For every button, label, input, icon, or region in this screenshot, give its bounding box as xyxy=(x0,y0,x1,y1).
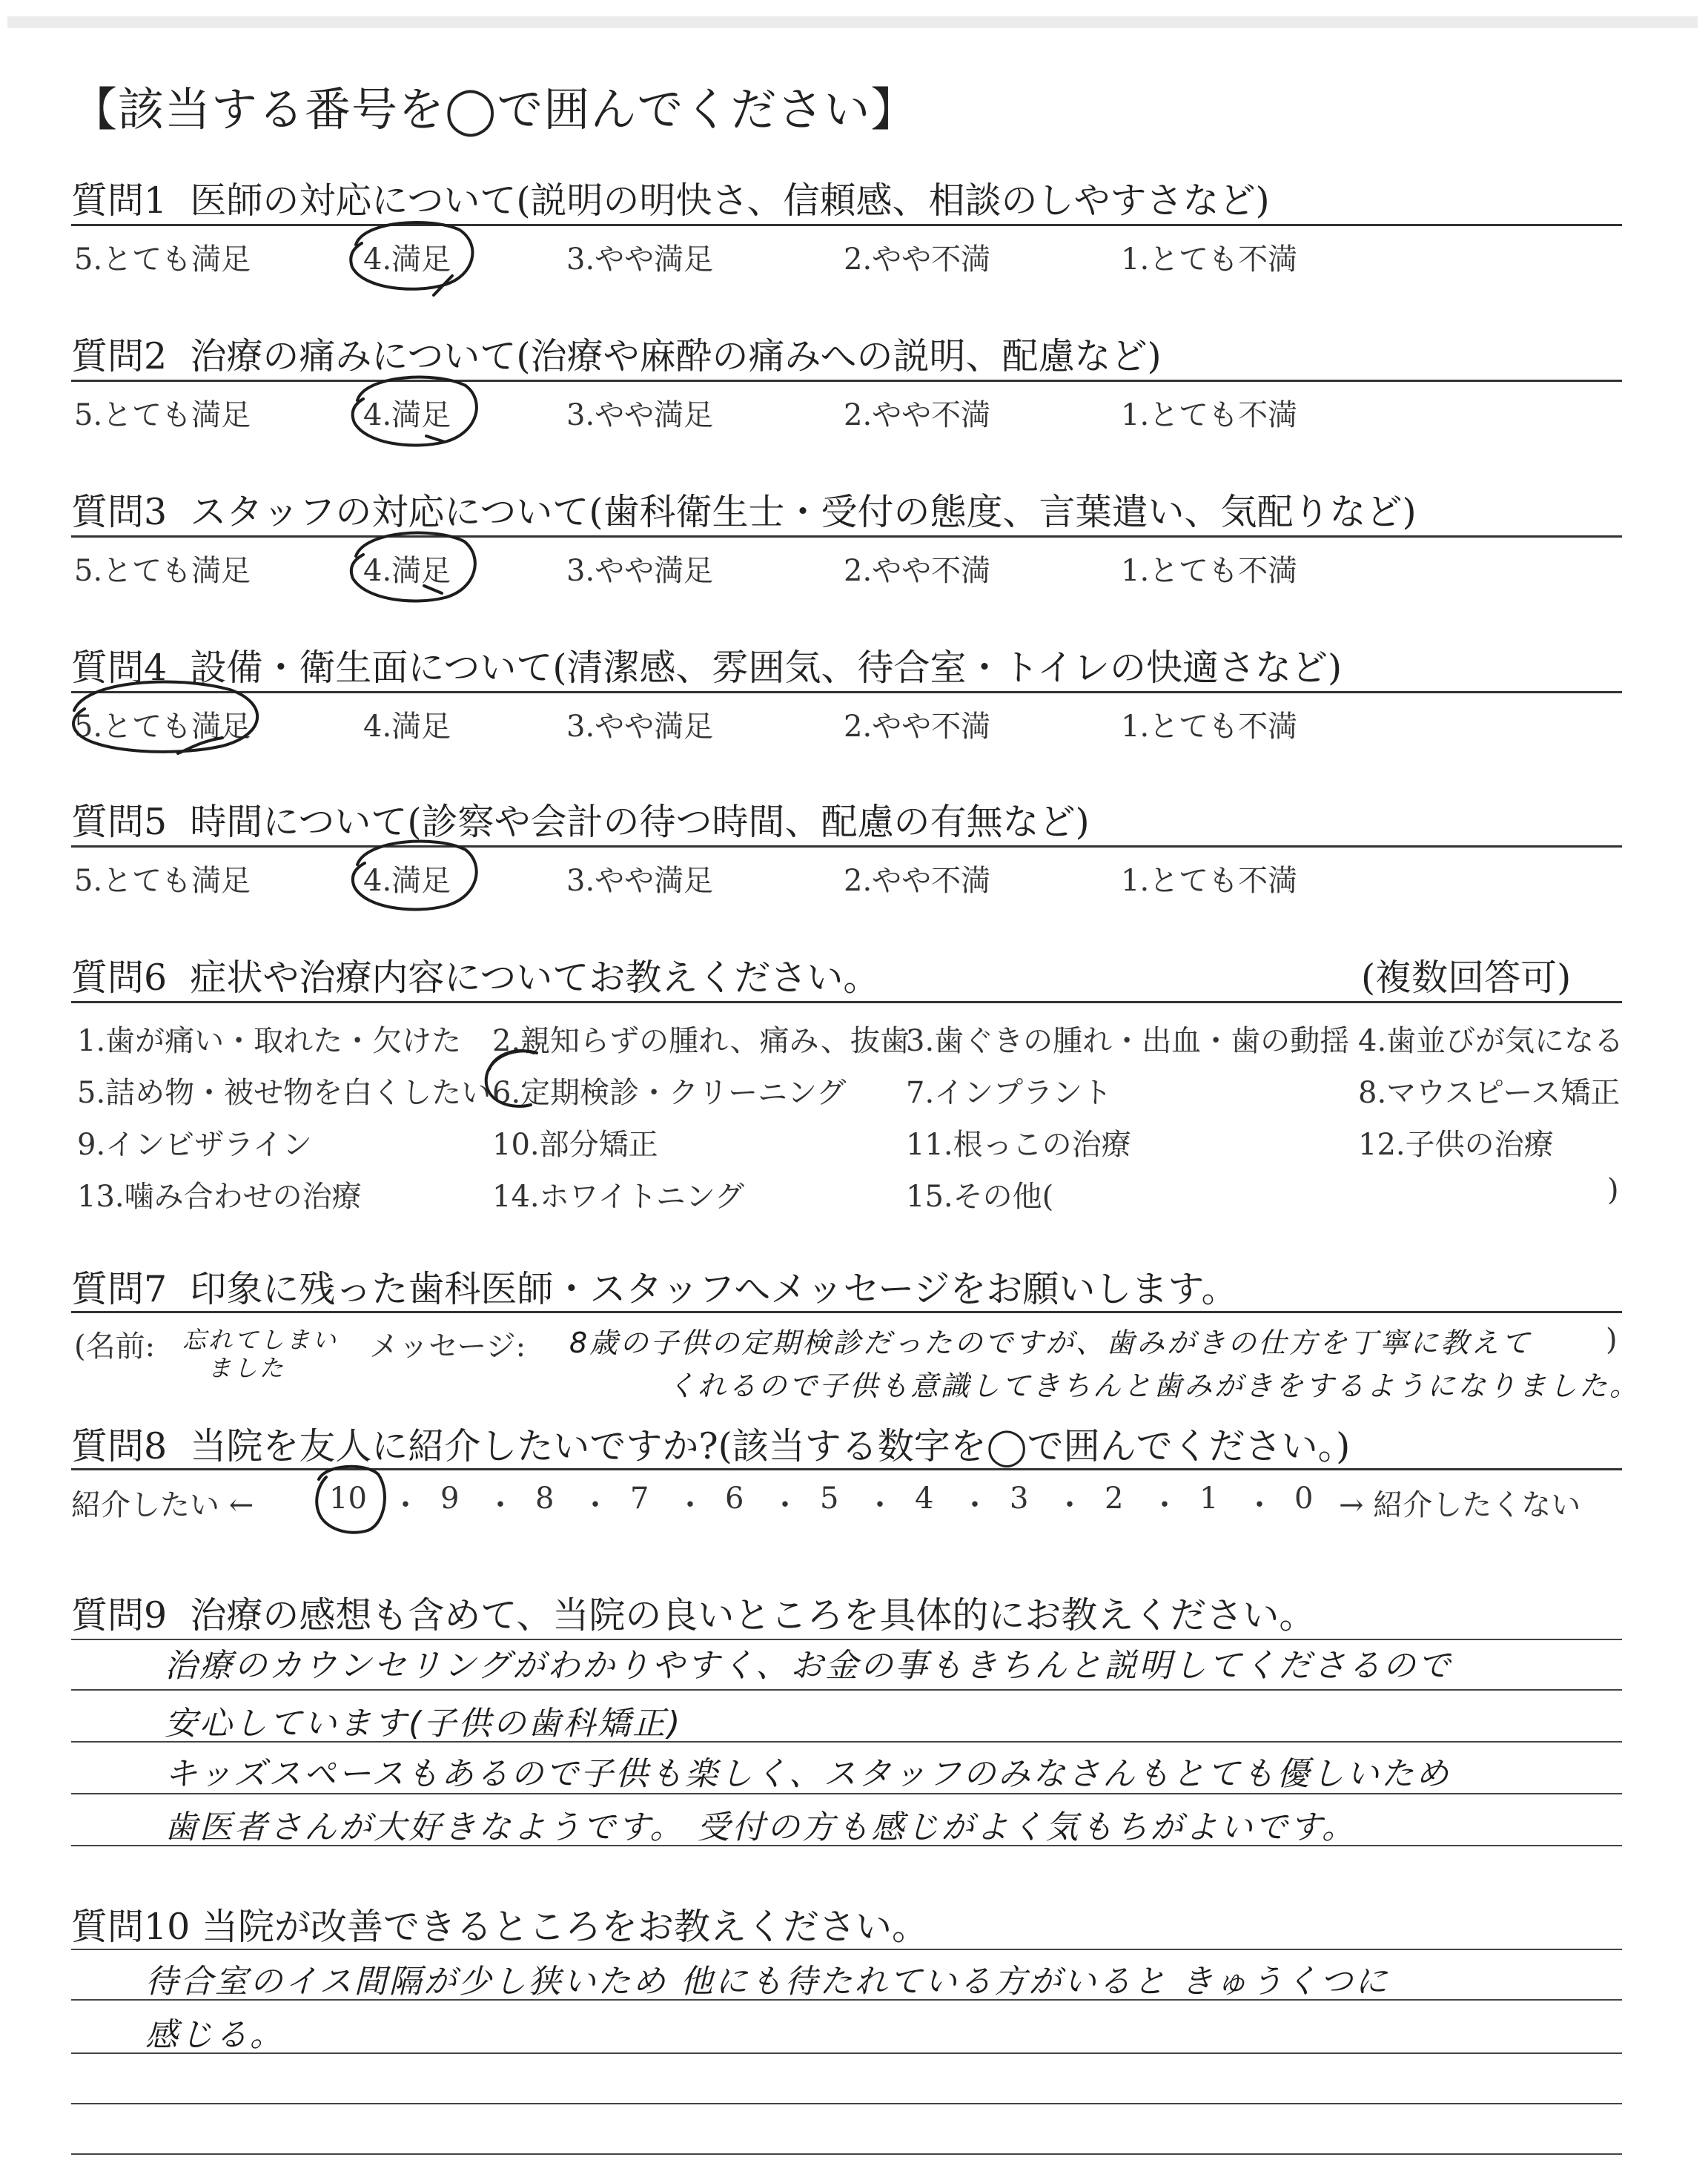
question-10-text: 当院が改善できるところをお教えください。 xyxy=(201,1906,928,1948)
q4-option-4[interactable]: 4.満足 xyxy=(363,710,451,744)
q3-option-4[interactable]: 4.満足 xyxy=(363,554,451,588)
question-10-label: 質問10 xyxy=(71,1906,191,1948)
q6-option-8[interactable]: 8.マウスピース矯正 xyxy=(1358,1076,1621,1110)
question-1-text: 医師の対応について(説明の明快さ、信頼感、相談のしやすさなど) xyxy=(190,179,1270,222)
q8-selection-circle xyxy=(317,1467,385,1533)
question-9-label: 質問9 xyxy=(71,1594,168,1636)
q7-message-label: メッセージ: xyxy=(369,1330,526,1364)
q3-option-1[interactable]: 1.とても不満 xyxy=(1121,554,1298,588)
page-instruction: 【該当する番号を◯で囲んでください】 xyxy=(71,82,918,136)
q10-handwriting-line-1: 待合室のイス間隔が少し狭いため 他にも待たれている方がいると きゅうくつに xyxy=(145,1963,1390,2001)
q5-option-4[interactable]: 4.満足 xyxy=(363,864,451,898)
q1-option-5[interactable]: 5.とても満足 xyxy=(74,242,251,277)
q7-close-paren: ) xyxy=(1606,1323,1618,1357)
scale-6[interactable]: 6 xyxy=(725,1482,744,1516)
q2-option-5[interactable]: 5.とても満足 xyxy=(74,398,251,432)
q6-option-4[interactable]: 4.歯並びが気になる xyxy=(1358,1024,1624,1058)
q5-option-2[interactable]: 2.やや不満 xyxy=(844,864,991,898)
q4-option-2[interactable]: 2.やや不満 xyxy=(844,710,991,744)
q7-message-handwriting-line-2: くれるので子供も意識してきちんと歯みがきをするようになりました。 xyxy=(667,1370,1641,1402)
q6-option-5[interactable]: 5.詰め物・被せ物を白くしたい xyxy=(77,1076,491,1110)
q9-handwriting-line-4: 歯医者さんが大好きなようです。 受付の方も感じがよく気もちがよいです。 xyxy=(165,1809,1357,1846)
q6-selection-circle xyxy=(486,1051,537,1106)
q6-option-7[interactable]: 7.インプラント xyxy=(906,1076,1113,1110)
q2-option-1[interactable]: 1.とても不満 xyxy=(1121,398,1298,432)
scale-3[interactable]: 3 xyxy=(1010,1482,1029,1516)
q6-option-12[interactable]: 12.子供の治療 xyxy=(1358,1128,1554,1162)
scale-separator: ・ xyxy=(675,1488,705,1522)
q6-option-10[interactable]: 10.部分矯正 xyxy=(492,1128,658,1162)
question-3-text: スタッフの対応について(歯科衛生士・受付の態度、言葉遣い、気配りなど) xyxy=(190,491,1417,533)
q3-option-3[interactable]: 3.やや満足 xyxy=(566,554,714,588)
question-9-text: 治療の感想も含めて、当院の良いところを具体的にお教えください。 xyxy=(190,1594,1316,1636)
question-8-label: 質問8 xyxy=(71,1425,168,1467)
question-8-text: 当院を友人に紹介したいですか?(該当する数字を◯で囲んでください。) xyxy=(190,1425,1351,1467)
scale-separator: ・ xyxy=(770,1488,800,1522)
q4-option-1[interactable]: 1.とても不満 xyxy=(1121,710,1298,744)
scale-separator: ・ xyxy=(1150,1488,1179,1522)
q5-selection-circle xyxy=(353,842,477,910)
q1-option-1[interactable]: 1.とても不満 xyxy=(1121,242,1298,277)
question-3-label: 質問3 xyxy=(71,491,168,533)
question-4-text: 設備・衛生面について(清潔感、雰囲気、待合室・トイレの快適さなど) xyxy=(190,647,1343,689)
scale-separator: ・ xyxy=(486,1488,515,1522)
q7-name-label: (名前: xyxy=(74,1330,156,1364)
question-7-text: 印象に残った歯科医師・スタッフへメッセージをお願いします。 xyxy=(190,1268,1238,1310)
q5-option-5[interactable]: 5.とても満足 xyxy=(74,864,251,898)
scale-7[interactable]: 7 xyxy=(630,1482,649,1516)
q9-handwriting-line-1: 治療のカウンセリングがわかりやすく、お金の事もきちんと説明してくださるので xyxy=(165,1647,1453,1685)
scale-4[interactable]: 4 xyxy=(915,1482,934,1516)
q2-option-4[interactable]: 4.満足 xyxy=(363,398,451,432)
q4-option-3[interactable]: 3.やや満足 xyxy=(566,710,714,744)
q6-option-3[interactable]: 3.歯ぐきの腫れ・出血・歯の動揺 xyxy=(906,1024,1350,1058)
q1-option-3[interactable]: 3.やや満足 xyxy=(566,242,714,277)
q5-option-3[interactable]: 3.やや満足 xyxy=(566,864,714,898)
scale-separator: ・ xyxy=(391,1488,420,1522)
q6-option-14[interactable]: 14.ホワイトニング xyxy=(492,1180,745,1214)
question-6-text: 症状や治療内容についてお教えください。 xyxy=(190,957,880,999)
scale-0[interactable]: 0 xyxy=(1294,1482,1314,1516)
question-1-label: 質問1 xyxy=(71,179,168,222)
scale-separator: ・ xyxy=(1245,1488,1274,1522)
q7-message-handwriting-line-1: 8歳の子供の定期検診だったのですが、歯みがきの仕方を丁寧に教えて xyxy=(569,1327,1532,1359)
q3-option-5[interactable]: 5.とても満足 xyxy=(74,554,251,588)
scale-separator: ・ xyxy=(865,1488,895,1522)
q2-option-2[interactable]: 2.やや不満 xyxy=(844,398,991,432)
scale-2[interactable]: 2 xyxy=(1105,1482,1124,1516)
q2-option-3[interactable]: 3.やや満足 xyxy=(566,398,714,432)
q1-option-2[interactable]: 2.やや不満 xyxy=(844,242,991,277)
q6-other-close-paren: ) xyxy=(1607,1173,1619,1207)
scale-separator: ・ xyxy=(960,1488,990,1522)
question-2-label: 質問2 xyxy=(71,335,168,377)
question-7-label: 質問7 xyxy=(71,1268,168,1310)
scale-separator: ・ xyxy=(580,1488,610,1522)
q6-option-2[interactable]: 2.親知らずの腫れ、痛み、抜歯 xyxy=(492,1024,910,1058)
scale-separator: ・ xyxy=(1055,1488,1085,1522)
scale-8[interactable]: 8 xyxy=(535,1482,555,1516)
q9-handwriting-line-2: 安心しています(子供の歯科矯正) xyxy=(165,1705,683,1743)
q7-name-handwriting-line-2: ました xyxy=(208,1354,286,1382)
q6-option-9[interactable]: 9.インビザライン xyxy=(77,1128,312,1162)
scale-5[interactable]: 5 xyxy=(820,1482,839,1516)
scale-1[interactable]: 1 xyxy=(1199,1482,1219,1516)
scale-9[interactable]: 9 xyxy=(440,1482,460,1516)
not-recommend-label: → 紹介したくない xyxy=(1339,1488,1581,1522)
q4-option-5[interactable]: 5.とても満足 xyxy=(74,710,251,744)
q6-option-11[interactable]: 11.根っこの治療 xyxy=(906,1128,1131,1162)
q6-option-1[interactable]: 1.歯が痛い・取れた・欠けた xyxy=(77,1024,462,1058)
question-5-label: 質問5 xyxy=(71,801,168,843)
q6-option-6[interactable]: 6.定期検診・クリーニング xyxy=(492,1076,847,1110)
q6-option-13[interactable]: 13.噛み合わせの治療 xyxy=(77,1180,362,1214)
question-6-label: 質問6 xyxy=(71,957,168,999)
q3-option-2[interactable]: 2.やや不満 xyxy=(844,554,991,588)
q5-option-1[interactable]: 1.とても不満 xyxy=(1121,864,1298,898)
scale-10[interactable]: 10 xyxy=(329,1482,367,1516)
q10-handwriting-line-2: 感じる。 xyxy=(145,2016,285,2054)
q4-selection-circle xyxy=(73,681,257,753)
q7-name-handwriting-line-1: 忘れてしまい xyxy=(182,1326,339,1354)
q1-option-4[interactable]: 4.満足 xyxy=(363,242,451,277)
q9-handwriting-line-3: キッズスペースもあるので子供も楽しく、スタッフのみなさんもとても優しいため xyxy=(165,1755,1452,1793)
question-5-text: 時間について(診察や会計の待つ時間、配慮の有無など) xyxy=(190,801,1090,843)
q3-selection-circle xyxy=(351,533,475,601)
question-4-label: 質問4 xyxy=(71,647,168,689)
q2-selection-circle xyxy=(353,377,477,446)
multiple-answer-note: (複数回答可) xyxy=(1361,957,1572,999)
recommend-label: 紹介したい ← xyxy=(71,1488,254,1522)
q1-selection-circle xyxy=(351,222,472,295)
q6-option-15[interactable]: 15.その他( xyxy=(906,1180,1054,1214)
question-2-text: 治療の痛みについて(治療や麻酔の痛みへの説明、配慮など) xyxy=(190,335,1162,377)
